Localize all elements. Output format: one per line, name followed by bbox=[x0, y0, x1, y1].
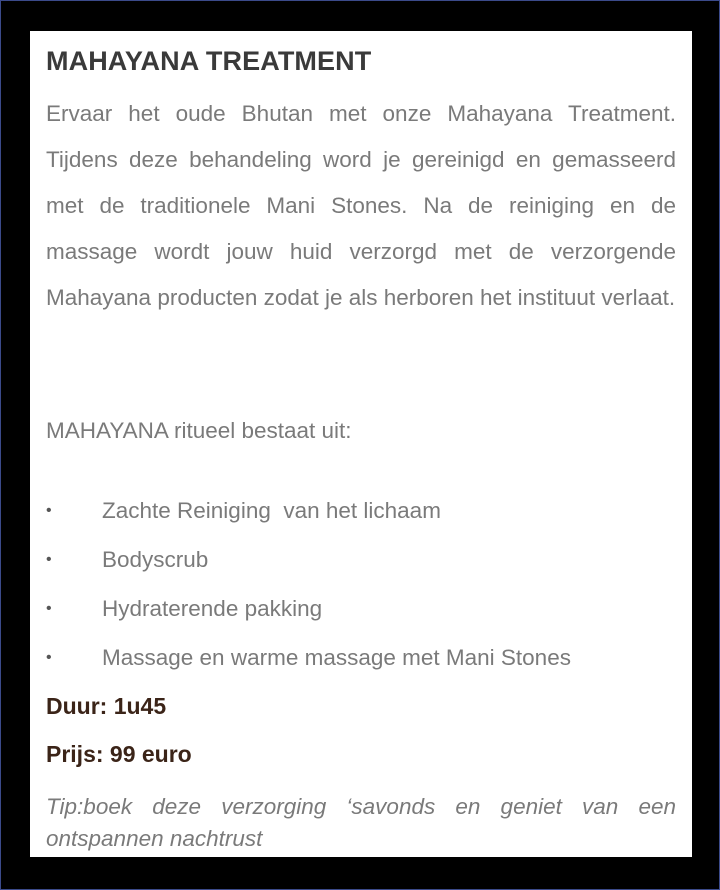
step-label: Zachte Reiniging van het lichaam bbox=[102, 498, 441, 523]
step-label: Hydraterende pakking bbox=[102, 596, 323, 621]
list-item bbox=[46, 542, 676, 591]
tip-text: Tip:boek deze verzorging ‘savonds en geniet van een ontspannen nachtrust bbox=[46, 794, 676, 851]
ritual-steps-list bbox=[46, 493, 676, 689]
list-item bbox=[46, 493, 676, 542]
bullet-icon: • bbox=[46, 600, 52, 617]
duration-text: Duur: 1u45 bbox=[46, 693, 167, 719]
ritual-heading: MAHAYANA ritueel bestaat uit: bbox=[46, 418, 352, 443]
content-panel bbox=[30, 31, 692, 857]
bullet-icon: • bbox=[46, 551, 52, 568]
price-text: Prijs: 99 euro bbox=[46, 741, 192, 767]
step-label: Massage en warme massage met Mani Stones bbox=[102, 645, 571, 670]
bullet-icon: • bbox=[46, 502, 52, 519]
list-item bbox=[46, 591, 676, 640]
bullet-icon: • bbox=[46, 649, 52, 666]
step-label: Bodyscrub bbox=[102, 547, 209, 572]
treatment-title: MAHAYANA TREATMENT bbox=[46, 46, 372, 76]
treatment-description: Ervaar het oude Bhutan met onze Mahayana Treatment. Tijdens deze behandeling word je gereinigd en gemasseerd met de traditionele Mani Stones. Na de reiniging en de massage wordt jouw huid verzorgd met de verzorgende Mahayana producten zodat je als herboren het instituut verlaat. bbox=[46, 101, 676, 310]
list-item bbox=[46, 640, 676, 689]
